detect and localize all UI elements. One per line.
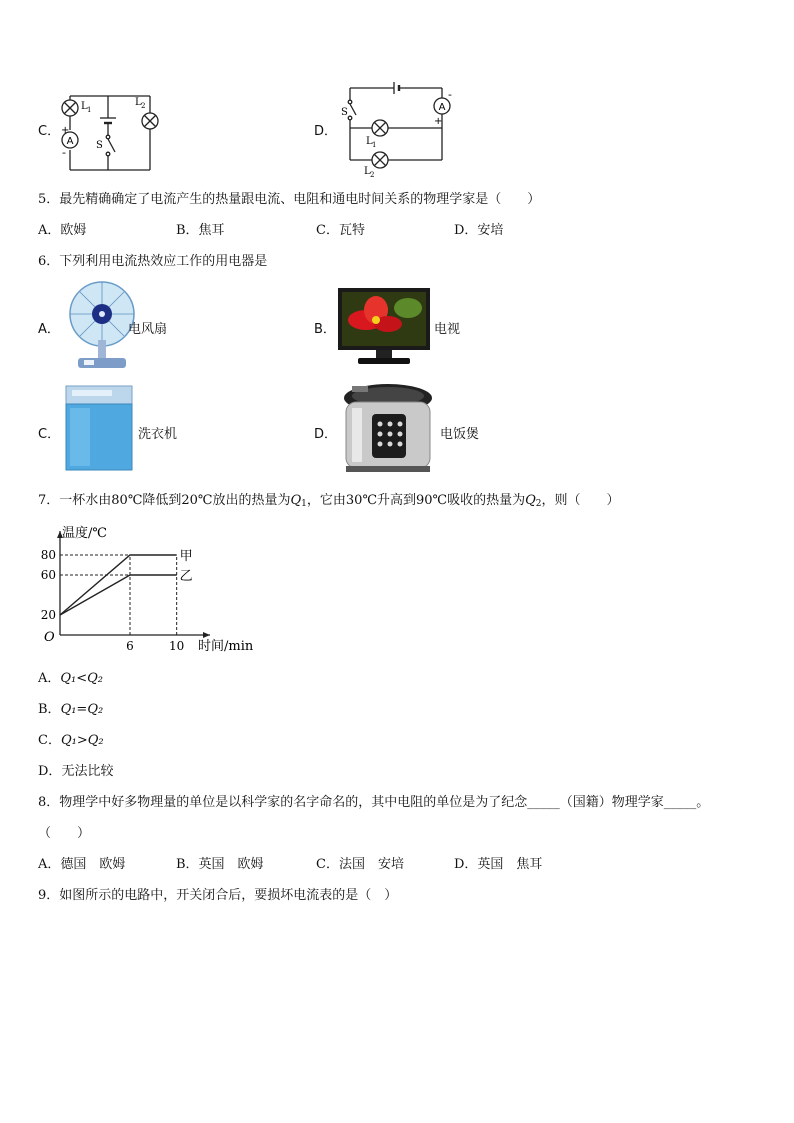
q4-d-l1-sub: 1 [372, 141, 377, 149]
q4-d-ammeter-label: A [438, 102, 446, 113]
y-tick-label: 60 [40, 568, 56, 582]
q8-option-a: A．德国 欧姆 [38, 857, 126, 872]
q6-option-c-text: 洗衣机 [138, 427, 178, 442]
q5-stem: 5．最先精确确定了电流产生的热量跟电流、电阻和通电时间关系的物理学家是（ ） [38, 192, 541, 207]
q4-c-ammeter-label: A [66, 136, 74, 147]
q6-option-d-text: 电饭煲 [440, 427, 480, 442]
q7-q1-sub: 1 [301, 499, 307, 509]
x-tick-label: 6 [126, 639, 134, 653]
q4-d-l2-sub: 2 [370, 171, 375, 179]
q4-circuit-c [58, 88, 178, 178]
q7-stem-7: ，则（ ） [541, 493, 620, 508]
q7-t2: 20 [181, 493, 198, 508]
q5-option-c: C．瓦特 [316, 223, 365, 238]
q7-t3: 30 [345, 493, 363, 508]
y-axis-label: 温度/℃ [62, 526, 107, 541]
q4-d-minus: - [448, 88, 452, 101]
q7-option-d: D．无法比较 [38, 764, 114, 779]
q8-stem: 8．物理学中好多物理量的单位是以科学家的名字命名的，其中电阻的单位是为了纪念_____（国籍）物理学家_____。 [38, 795, 710, 810]
q7-stem-2: ℃降低到 [127, 493, 182, 508]
q5-option-b: B．焦耳 [176, 223, 225, 238]
q7-q1: Q [290, 493, 302, 508]
origin-label: O [44, 630, 55, 645]
series-label-1: 甲 [179, 549, 193, 564]
q6-option-c-letter: C． [38, 427, 61, 442]
q4-d-l1: L [366, 136, 373, 147]
q7-stem-4: ，它由 [306, 493, 346, 508]
q4-option-c-letter: C． [38, 124, 61, 139]
series-line-1 [60, 555, 177, 615]
q8-option-d: D．英国 焦耳 [454, 857, 543, 872]
y-tick-label: 20 [40, 608, 56, 622]
x-tick-label: 10 [169, 639, 185, 653]
q7-stem-5: ℃升高到 [362, 493, 416, 508]
q4-c-l1: L [81, 101, 88, 112]
q9-stem: 9．如图所示的电路中，开关闭合后，要损坏电流表的是（ ） [38, 888, 398, 903]
q4-d-switch: S [341, 107, 348, 118]
q8-option-c: C．法国 安培 [316, 857, 404, 872]
tv-image [336, 280, 432, 372]
series-label-2: 乙 [179, 569, 193, 584]
q7-stem-1: 7．一杯水由 [38, 493, 112, 508]
q4-c-minus: - [62, 146, 66, 159]
q4-c-l2: L [135, 97, 142, 108]
q8-option-b: B．英国 欧姆 [176, 857, 264, 872]
q4-option-d-letter: D． [314, 124, 338, 139]
q5-option-d: D．安培 [454, 223, 504, 238]
q4-c-switch: S [96, 140, 103, 151]
q8-paren: （ ） [38, 826, 91, 841]
q6-option-a-text: 电风扇 [128, 322, 168, 337]
q4-c-l2-sub: 2 [141, 102, 146, 110]
q7-option-a: A．Q₁<Q₂ [38, 671, 104, 686]
q7-t4: 90 [415, 493, 433, 508]
q7-stem-6: ℃吸收的热量为 [432, 493, 526, 508]
q4-d-l2: L [364, 166, 371, 177]
series-line-2 [60, 575, 177, 615]
q4-c-l1-sub: 1 [87, 106, 92, 114]
q6-option-a-letter: A． [38, 322, 60, 337]
q7-option-b: B．Q₁=Q₂ [38, 702, 104, 717]
q5-option-a: A．欧姆 [38, 223, 87, 238]
q4-c-plus: + [61, 125, 70, 136]
q7-q2-sub: 2 [535, 499, 542, 509]
q7-stem-3: ℃放出的热量为 [197, 493, 291, 508]
rice-cooker-image [338, 378, 438, 476]
x-axis-arrow [203, 632, 210, 638]
washing-machine-image [62, 382, 136, 472]
q7-option-c: C．Q₁>Q₂ [38, 733, 104, 748]
temperature-time-chart [30, 515, 254, 655]
fan-image [60, 280, 130, 372]
q6-option-b-text: 电视 [434, 322, 461, 337]
x-axis-label: 时间/min [198, 639, 254, 654]
q6-option-d-letter: D． [314, 427, 338, 442]
q7-q2: Q [525, 493, 536, 508]
q6-stem: 6．下列利用电流热效应工作的用电器是 [38, 254, 268, 269]
q7-stem [38, 489, 620, 509]
y-tick-label: 80 [40, 548, 56, 562]
q6-option-b-letter: B． [314, 322, 336, 337]
q7-t1: 80 [111, 493, 128, 508]
q4-d-plus: + [434, 116, 443, 127]
q4-circuit-d [338, 80, 458, 179]
